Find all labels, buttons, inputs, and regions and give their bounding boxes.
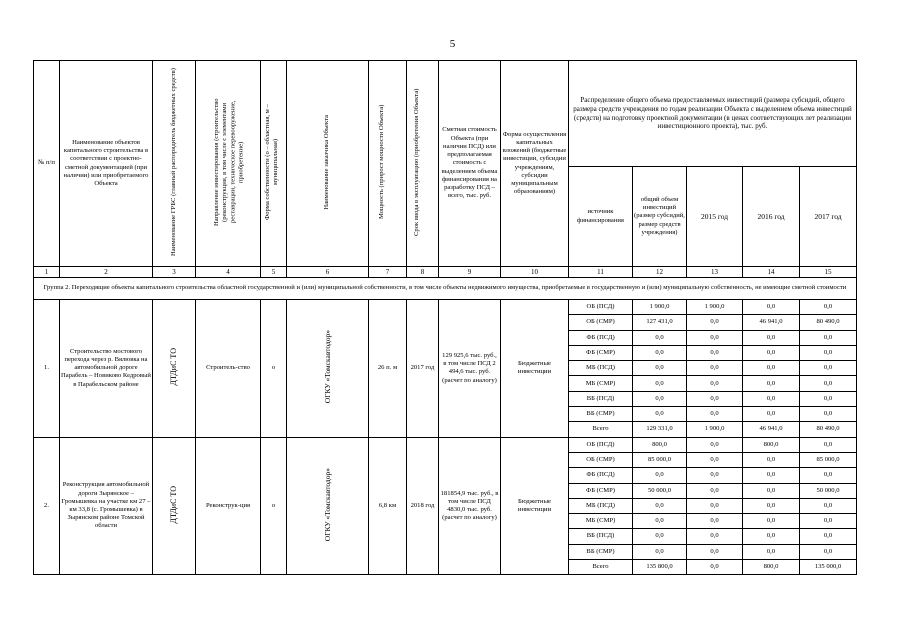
object-invest-form: Бюджетные инвестиции bbox=[501, 437, 569, 575]
cell-2017: 0,0 bbox=[800, 376, 857, 391]
cell-2016: 0,0 bbox=[743, 498, 800, 513]
cell-2017: 0,0 bbox=[800, 437, 857, 452]
cell-2016: 0,0 bbox=[743, 514, 800, 529]
object-capacity: 6,8 км bbox=[369, 437, 407, 575]
cell-source: МБ (ПСД) bbox=[569, 498, 633, 513]
cell-source: ФБ (СМР) bbox=[569, 345, 633, 360]
cell-source: ОБ (СМР) bbox=[569, 315, 633, 330]
cell-2017: 50 000,0 bbox=[800, 483, 857, 498]
cell-2015: 0,0 bbox=[687, 407, 743, 422]
col-number: 5 bbox=[261, 267, 287, 278]
cell-total: 0,0 bbox=[633, 330, 687, 345]
cell-source: Всего bbox=[569, 422, 633, 437]
cell-2017: 0,0 bbox=[800, 407, 857, 422]
cell-2015: 0,0 bbox=[687, 452, 743, 467]
cell-2016: 0,0 bbox=[743, 483, 800, 498]
cell-total: 0,0 bbox=[633, 361, 687, 376]
cell-2016: 0,0 bbox=[743, 468, 800, 483]
object-term: 2017 год bbox=[407, 300, 439, 438]
cell-2015: 0,0 bbox=[687, 498, 743, 513]
cell-total: 129 331,0 bbox=[633, 422, 687, 437]
cell-2017: 0,0 bbox=[800, 391, 857, 406]
cell-2016: 0,0 bbox=[743, 376, 800, 391]
col-number: 1 bbox=[34, 267, 60, 278]
cell-2015: 0,0 bbox=[687, 391, 743, 406]
object-cost: 181854,9 тыс. руб., в том числе ПСД 4830,0 тыс. руб. (расчет по аналогу) bbox=[439, 437, 501, 575]
col-number: 7 bbox=[369, 267, 407, 278]
cell-total: 0,0 bbox=[633, 529, 687, 544]
object-grbs: ДТДиС ТО bbox=[153, 300, 196, 438]
table-row bbox=[34, 437, 857, 452]
cell-source: Всего bbox=[569, 560, 633, 575]
header-total: общий объем инвестиций (размер субсидий, размер средств учреждения) bbox=[633, 167, 687, 267]
cell-source: ОБ (ПСД) bbox=[569, 437, 633, 452]
header-capacity: Мощность (прирост мощности Объекта) bbox=[369, 61, 407, 267]
cell-2015: 0,0 bbox=[687, 330, 743, 345]
cell-2015: 0,0 bbox=[687, 529, 743, 544]
header-cost: Сметная стоимость Объекта (при наличии ПСД) или предполагаемая стоимость с выделением объема финансирования на разработку ПСД – всего, тыс. руб. bbox=[439, 61, 501, 267]
header-direction: Направление инвестирования (строительство (реконструкция, в том числе с элементами реставрации, техническое перевооружение, приобретение) bbox=[196, 61, 261, 267]
object-direction: Реконструк-ция bbox=[196, 437, 261, 575]
cell-2017: 0,0 bbox=[800, 361, 857, 376]
cell-2017: 0,0 bbox=[800, 514, 857, 529]
cell-2017: 85 000,0 bbox=[800, 452, 857, 467]
cell-total: 0,0 bbox=[633, 376, 687, 391]
cell-2016: 0,0 bbox=[743, 544, 800, 559]
object-ownership: о bbox=[261, 300, 287, 438]
col-number: 8 bbox=[407, 267, 439, 278]
cell-source: ОБ (ПСД) bbox=[569, 300, 633, 315]
investment-table bbox=[33, 60, 857, 575]
cell-2015: 1 900,0 bbox=[687, 422, 743, 437]
col-number: 13 bbox=[687, 267, 743, 278]
cell-total: 85 000,0 bbox=[633, 452, 687, 467]
cell-total: 0,0 bbox=[633, 498, 687, 513]
col-number: 3 bbox=[153, 267, 196, 278]
header-grbs: Наименование ГРБС (главный распорядитель бюджетных средств) bbox=[153, 61, 196, 267]
cell-source: ФБ (СМР) bbox=[569, 483, 633, 498]
cell-2015: 0,0 bbox=[687, 361, 743, 376]
cell-2016: 0,0 bbox=[743, 345, 800, 360]
cell-2017: 0,0 bbox=[800, 498, 857, 513]
cell-total: 800,0 bbox=[633, 437, 687, 452]
cell-2016: 0,0 bbox=[743, 300, 800, 315]
header-invest-form: Форма осуществления капитальных вложений (бюджетные инвестиции, субсидии учреждениям, субсидии муниципальным образованиям) bbox=[501, 61, 569, 267]
cell-total: 127 431,0 bbox=[633, 315, 687, 330]
object-direction: Строитель-ство bbox=[196, 300, 261, 438]
cell-total: 0,0 bbox=[633, 345, 687, 360]
header-row-1 bbox=[34, 61, 857, 167]
cell-2015: 0,0 bbox=[687, 544, 743, 559]
cell-2017: 0,0 bbox=[800, 468, 857, 483]
col-number: 6 bbox=[287, 267, 369, 278]
header-distribution: Распределение общего объема предоставляемых инвестиций (размера субсидий, общего размера средств учреждения по годам реализации Объекта с выделением объема инвестиций (средств) на подготовку проектной документации (в ценах соответствующих лет реализации инвестиционного проекта), тыс. руб. bbox=[569, 61, 857, 167]
header-object-name: Наименование объектов капитального строительства в соответствии с проектно-сметной документацией (при наличии) или приобретаемого Объекта bbox=[60, 61, 153, 267]
header-2017: 2017 год bbox=[800, 167, 857, 267]
cell-2017: 0,0 bbox=[800, 544, 857, 559]
cell-2016: 0,0 bbox=[743, 361, 800, 376]
cell-2016: 800,0 bbox=[743, 560, 800, 575]
cell-2016: 0,0 bbox=[743, 407, 800, 422]
col-number: 2 bbox=[60, 267, 153, 278]
object-name: Реконструкция автомобильной дороги Зырянское – Громышевка на участке км 27 – км 33,8 (с. Громышевка) в Зырянском районе Томской области bbox=[60, 437, 153, 575]
object-invest-form: Бюджетные инвестиции bbox=[501, 300, 569, 438]
cell-2017: 0,0 bbox=[800, 300, 857, 315]
cell-2017: 80 490,0 bbox=[800, 315, 857, 330]
header-2016: 2016 год bbox=[743, 167, 800, 267]
cell-source: ФБ (ПСД) bbox=[569, 468, 633, 483]
cell-2016: 46 941,0 bbox=[743, 315, 800, 330]
object-customer: ОГКУ «Томскавтодор» bbox=[287, 437, 369, 575]
cell-2015: 0,0 bbox=[687, 483, 743, 498]
group-title: Группа 2. Переходящие объекты капитального строительства областной государственной и (или) муниципальной собственности, в том числе объекты недвижимого имущества, приобретаемые в государственную и (или) муниципальную собственность, не имеющие сметной стоимости bbox=[34, 278, 857, 300]
cell-total: 50 000,0 bbox=[633, 483, 687, 498]
col-number: 4 bbox=[196, 267, 261, 278]
object-name: Строительство мостового перехода через р. Вялювка на автомобильной дороге Парабель – Новиково Кедровый в Парабельском районе bbox=[60, 300, 153, 438]
cell-source: ВБ (ПСД) bbox=[569, 529, 633, 544]
cell-source: ВБ (СМР) bbox=[569, 544, 633, 559]
cell-source: ВБ (ПСД) bbox=[569, 391, 633, 406]
cell-2015: 1 900,0 bbox=[687, 300, 743, 315]
object-term: 2018 год bbox=[407, 437, 439, 575]
header-2015: 2015 год bbox=[687, 167, 743, 267]
object-ownership: о bbox=[261, 437, 287, 575]
cell-2015: 0,0 bbox=[687, 514, 743, 529]
object-customer: ОГКУ «Томскавтодор» bbox=[287, 300, 369, 438]
header-source: источник финансирования bbox=[569, 167, 633, 267]
header-term: Срок ввода в эксплуатацию (приобретения Объекта) bbox=[407, 61, 439, 267]
cell-2016: 46 941,0 bbox=[743, 422, 800, 437]
cell-source: ВБ (СМР) bbox=[569, 407, 633, 422]
cell-total: 0,0 bbox=[633, 391, 687, 406]
cell-2016: 0,0 bbox=[743, 529, 800, 544]
object-cost: 129 925,6 тыс. руб., в том числе ПСД 2 494,6 тыс. руб. (расчет по аналогу) bbox=[439, 300, 501, 438]
cell-total: 0,0 bbox=[633, 407, 687, 422]
cell-total: 0,0 bbox=[633, 468, 687, 483]
object-number: 2. bbox=[34, 437, 60, 575]
object-capacity: 26 п. м bbox=[369, 300, 407, 438]
table-row bbox=[34, 300, 857, 315]
cell-2016: 0,0 bbox=[743, 452, 800, 467]
col-number: 9 bbox=[439, 267, 501, 278]
cell-total: 0,0 bbox=[633, 544, 687, 559]
cell-source: ФБ (ПСД) bbox=[569, 330, 633, 345]
cell-2015: 0,0 bbox=[687, 560, 743, 575]
col-number: 10 bbox=[501, 267, 569, 278]
group-row bbox=[34, 278, 857, 300]
object-number: 1. bbox=[34, 300, 60, 438]
header-ownership: Форма собственности (о – областная, м – муниципальная) bbox=[261, 61, 287, 267]
cell-2017: 0,0 bbox=[800, 529, 857, 544]
cell-2015: 0,0 bbox=[687, 468, 743, 483]
cell-2016: 800,0 bbox=[743, 437, 800, 452]
col-number: 11 bbox=[569, 267, 633, 278]
page-number: 5 bbox=[449, 38, 456, 50]
cell-2016: 0,0 bbox=[743, 330, 800, 345]
col-number: 15 bbox=[800, 267, 857, 278]
cell-source: МБ (ПСД) bbox=[569, 361, 633, 376]
object-grbs: ДТДиС ТО bbox=[153, 437, 196, 575]
column-number-row bbox=[34, 267, 857, 278]
cell-2017: 80 490,0 bbox=[800, 422, 857, 437]
cell-source: МБ (СМР) bbox=[569, 514, 633, 529]
cell-total: 0,0 bbox=[633, 514, 687, 529]
header-customer: Наименование заказчика Объекта bbox=[287, 61, 369, 267]
col-number: 14 bbox=[743, 267, 800, 278]
cell-2017: 135 000,0 bbox=[800, 560, 857, 575]
cell-2015: 0,0 bbox=[687, 376, 743, 391]
cell-2017: 0,0 bbox=[800, 330, 857, 345]
cell-total: 1 900,0 bbox=[633, 300, 687, 315]
cell-total: 135 800,0 bbox=[633, 560, 687, 575]
cell-2015: 0,0 bbox=[687, 315, 743, 330]
cell-2015: 0,0 bbox=[687, 345, 743, 360]
cell-2015: 0,0 bbox=[687, 437, 743, 452]
cell-2016: 0,0 bbox=[743, 391, 800, 406]
cell-source: МБ (СМР) bbox=[569, 376, 633, 391]
col-number: 12 bbox=[633, 267, 687, 278]
cell-source: ОБ (СМР) bbox=[569, 452, 633, 467]
header-num: № п/п bbox=[34, 61, 60, 267]
cell-2017: 0,0 bbox=[800, 345, 857, 360]
